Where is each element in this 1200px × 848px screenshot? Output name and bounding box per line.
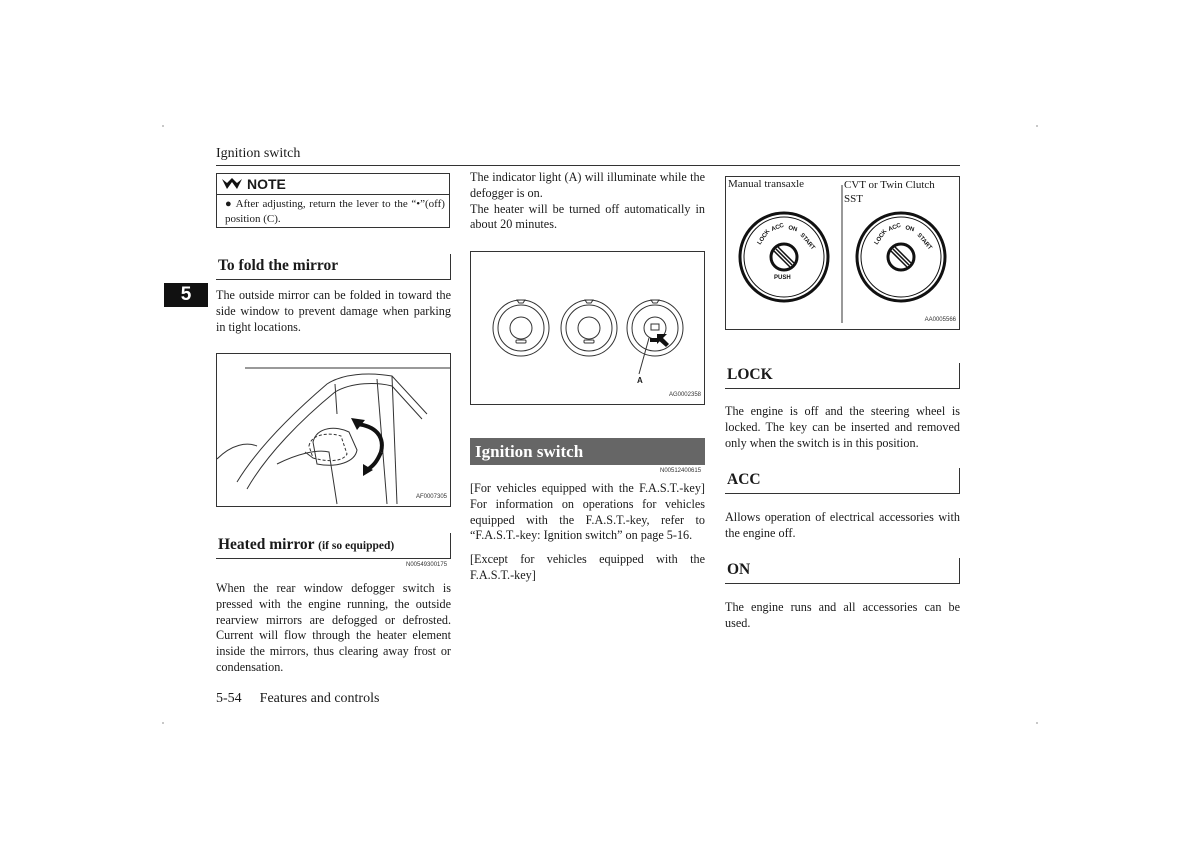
ignition-switch-figure [725,176,960,330]
crop-mark [1036,125,1038,127]
lock-marking: LOCK [756,228,772,247]
crop-mark [162,722,164,724]
on-body [725,600,960,632]
key-cylinder-illustration [726,177,959,329]
note-box [216,173,450,228]
crop-mark [1036,722,1038,724]
lock-marking: LOCK [873,228,889,247]
heated-mirror-title: Heated mirror [218,536,315,553]
figure-code: AA0005566 [924,317,956,323]
indicator-p2: The heater will be turned off automatically in about 20 minutes. [470,201,705,232]
lock-text: The engine is off and the steering wheel is locked. The key can be inserted and removed only when the switch is in this position. [725,404,960,450]
start-marking: START [798,232,816,252]
acc-text: Allows operation of electrical accessories with the engine off. [725,510,960,540]
indicator-label: A [637,376,643,385]
fold-mirror-heading: To fold the mirror [216,254,451,280]
ignition-switch-heading: Ignition switch [470,438,705,465]
crop-mark [162,125,164,127]
indicator-p1: The indicator light (A) will illuminate while the defogger is on. [470,170,705,200]
note-icon [221,177,243,191]
lock-heading: LOCK [725,363,960,389]
acc-body [725,510,960,542]
manual-transaxle-label: Manual transaxle [728,178,805,190]
bullet-icon: ● [225,198,233,210]
page-footer [216,691,397,707]
heated-mirror-suffix: (if so equipped) [318,540,395,552]
mirror-figure [216,353,451,507]
fold-mirror-body [216,288,451,335]
note-label: NOTE [247,176,286,192]
heated-mirror-ref: N00549300175 [406,562,448,568]
ignition-p1: [For vehicles equipped with the F.A.S.T.-key] For information on operations for vehicles equipped with the F.A.S.T.-key, refer to “F.A.S.T.-key: Ignition switch” on page 5-16. [470,481,705,543]
push-marking: PUSH [774,275,791,281]
on-marking: ON [904,225,915,234]
note-header [217,174,449,195]
folding-mirror-illustration [217,354,450,506]
start-marking: START [915,232,933,252]
heated-mirror-text: When the rear window defogger switch is pressed with the engine running, the outside rearview mirrors are defogged or defrosted. Current will flow through the heater element inside the mirrors, thus clearing away frost or condensation. [216,581,451,674]
page-number: 5-54 [216,691,242,706]
running-header: Ignition switch [216,146,301,161]
acc-marking: ACC [887,222,902,233]
note-text: After adjusting, return the lever to the “•”(off) position (C). [225,198,445,225]
on-marking: ON [787,225,798,234]
lock-body [725,404,960,451]
figure-code: AG0002358 [668,392,701,398]
chapter-tab: 5 [164,283,208,307]
defogger-switch-illustration [471,252,704,404]
on-text: The engine runs and all accessories can be used. [725,600,960,630]
heated-mirror-body [216,581,451,676]
fold-mirror-text: The outside mirror can be folded in toward the side window to prevent damage when parking in tight locations. [216,288,451,334]
ignition-text [470,481,705,584]
cvt-label-line2: SST [844,193,863,205]
ignition-p2: [Except for vehicles equipped with the F.A.S.T.-key] [470,552,705,582]
footer-section: Features and controls [259,691,380,706]
indicator-text [470,170,705,233]
acc-marking: ACC [770,222,785,233]
heated-mirror-heading [216,533,451,559]
acc-heading: ACC [725,468,960,494]
note-body [217,195,449,226]
header-rule [216,165,960,166]
defogger-figure [470,251,705,405]
figure-code: AF0007305 [415,494,447,500]
ignition-ref: N00512400615 [660,468,702,474]
on-heading: ON [725,558,960,584]
cvt-label-line1: CVT or Twin Clutch [844,179,935,191]
